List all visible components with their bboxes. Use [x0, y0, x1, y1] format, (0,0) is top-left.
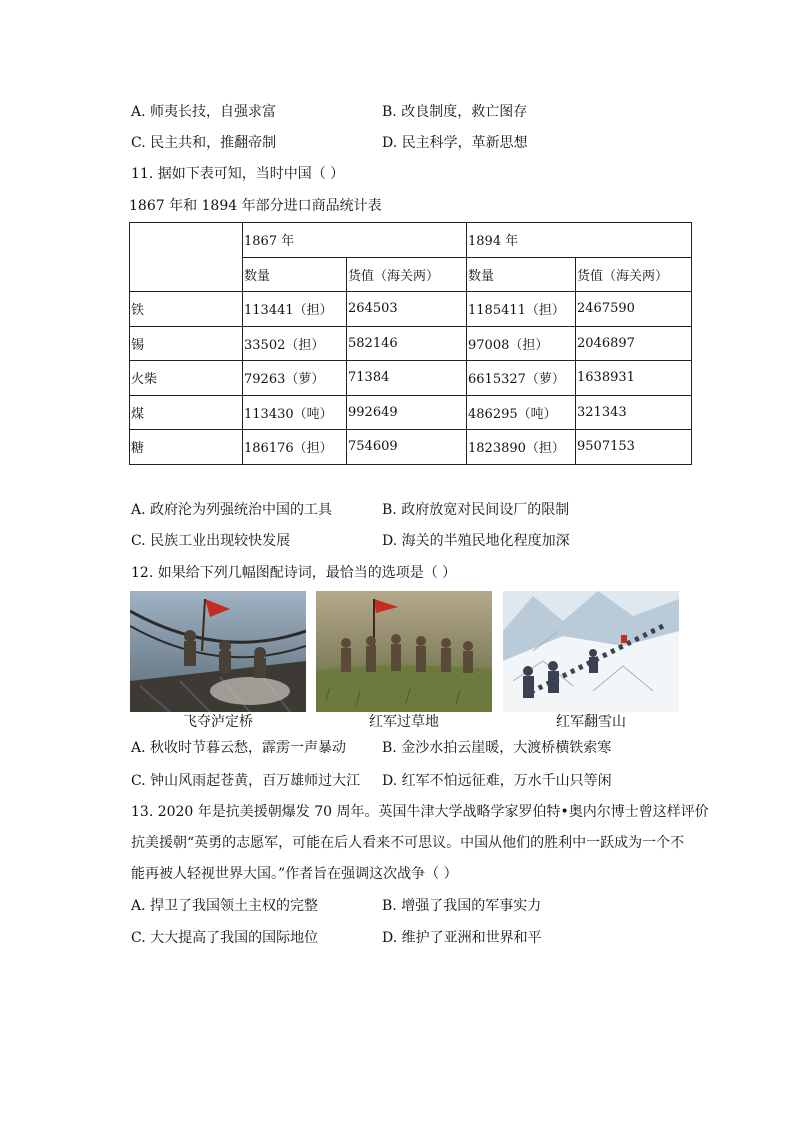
- caption-luding-bridge: 飞夺泸定桥: [183, 714, 253, 730]
- table-row: [130, 361, 692, 396]
- table-cell: 1638931: [576, 361, 692, 396]
- q12-option-d: D. 红军不怕远征难，万水千山只等闲: [382, 773, 612, 789]
- table-cell: 992649: [347, 395, 467, 430]
- q11-stem: 11. 据如下表可知，当时中国（ ）: [131, 166, 345, 182]
- table-cell: 754609: [347, 430, 467, 465]
- q13-option-b: B. 增强了我国的军事实力: [382, 898, 542, 914]
- q13-stem-line-1: 13. 2020 年是抗美援朝爆发 70 周年。英国牛津大学战略学家罗伯特•奥内尔博士曾这样评价: [131, 804, 709, 820]
- year-1894-header: 1894 年: [467, 223, 692, 258]
- q12-option-b: B. 金沙水拍云崖暖，大渡桥横铁索寒: [382, 740, 612, 756]
- year-1867-header: 1867 年: [243, 223, 467, 258]
- table-cell: 113441（担）: [243, 292, 347, 327]
- q13-option-c: C. 大大提高了我国的国际地位: [131, 930, 319, 946]
- q10-option-b: B. 改良制度，救亡图存: [382, 104, 528, 120]
- table-cell: 486295（吨）: [467, 395, 576, 430]
- table-header-row: [130, 223, 692, 258]
- table-row: [130, 292, 692, 327]
- q11-option-a: A. 政府沦为列强统治中国的工具: [131, 502, 333, 518]
- table-cell: 186176（担）: [243, 430, 347, 465]
- table-cell: 582146: [347, 326, 467, 361]
- table-cell: 2046897: [576, 326, 692, 361]
- luding-bridge-painting: [130, 591, 306, 712]
- q12-stem: 12. 如果给下列几幅图配诗词，最恰当的选项是（ ）: [131, 565, 457, 581]
- table-corner-cell: [130, 223, 243, 292]
- table-cell: 79263（萝）: [243, 361, 347, 396]
- q12-option-a: A. 秋收时节暮云愁，霹雳一声暴动: [131, 740, 347, 756]
- table-cell: 321343: [576, 395, 692, 430]
- table-cell: 113430（吨）: [243, 395, 347, 430]
- table-cell: 6615327（萝）: [467, 361, 576, 396]
- q11-option-b: B. 政府放宽对民间设厂的限制: [382, 502, 570, 518]
- qty-header-1867: 数量: [243, 257, 347, 292]
- table-row: [130, 430, 692, 465]
- table-row: [130, 326, 692, 361]
- table-cell: 2467590: [576, 292, 692, 327]
- table-cell: 264503: [347, 292, 467, 327]
- q13-stem-line-2: 抗美援朝“英勇的志愿军，可能在后人看来不可思议。中国从他们的胜利中一跃成为一个不: [131, 835, 685, 851]
- commodity-cell: 锡: [130, 326, 243, 361]
- caption-snow-mountain: 红军翻雪山: [556, 714, 626, 730]
- table-cell: 9507153: [576, 430, 692, 465]
- q11-option-d: D. 海关的半殖民地化程度加深: [382, 533, 570, 549]
- caption-grassland: 红军过草地: [369, 714, 439, 730]
- import-statistics-table: [129, 222, 692, 465]
- commodity-cell: 糖: [130, 430, 243, 465]
- commodity-cell: 煤: [130, 395, 243, 430]
- q13-option-a: A. 捍卫了我国领土主权的完整: [131, 898, 319, 914]
- q10-option-d: D. 民主科学，革新思想: [382, 135, 528, 151]
- commodity-cell: 铁: [130, 292, 243, 327]
- q13-stem-line-3: 能再被人轻视世界大国。”作者旨在强调这次战争（ ）: [131, 866, 458, 882]
- q10-option-a: A. 师夷长技，自强求富: [131, 104, 277, 120]
- q10-option-c: C. 民主共和，推翻帝制: [131, 135, 277, 151]
- grassland-march-painting: [316, 591, 492, 712]
- table-row: [130, 395, 692, 430]
- value-header-1867: 货值（海关两）: [347, 257, 467, 292]
- table-cell: 97008（担）: [467, 326, 576, 361]
- snow-mountain-painting: [503, 591, 679, 712]
- q11-table-title: 1867 年和 1894 年部分进口商品统计表: [129, 198, 382, 214]
- value-header-1894: 货值（海关两）: [576, 257, 692, 292]
- table-cell: 71384: [347, 361, 467, 396]
- commodity-cell: 火柴: [130, 361, 243, 396]
- table-cell: 1185411（担）: [467, 292, 576, 327]
- qty-header-1894: 数量: [467, 257, 576, 292]
- q12-option-c: C. 钟山风雨起苍黄，百万雄师过大江: [131, 773, 361, 789]
- table-cell: 1823890（担）: [467, 430, 576, 465]
- table-cell: 33502（担）: [243, 326, 347, 361]
- q13-option-d: D. 维护了亚洲和世界和平: [382, 930, 542, 946]
- q11-option-c: C. 民族工业出现较快发展: [131, 533, 291, 549]
